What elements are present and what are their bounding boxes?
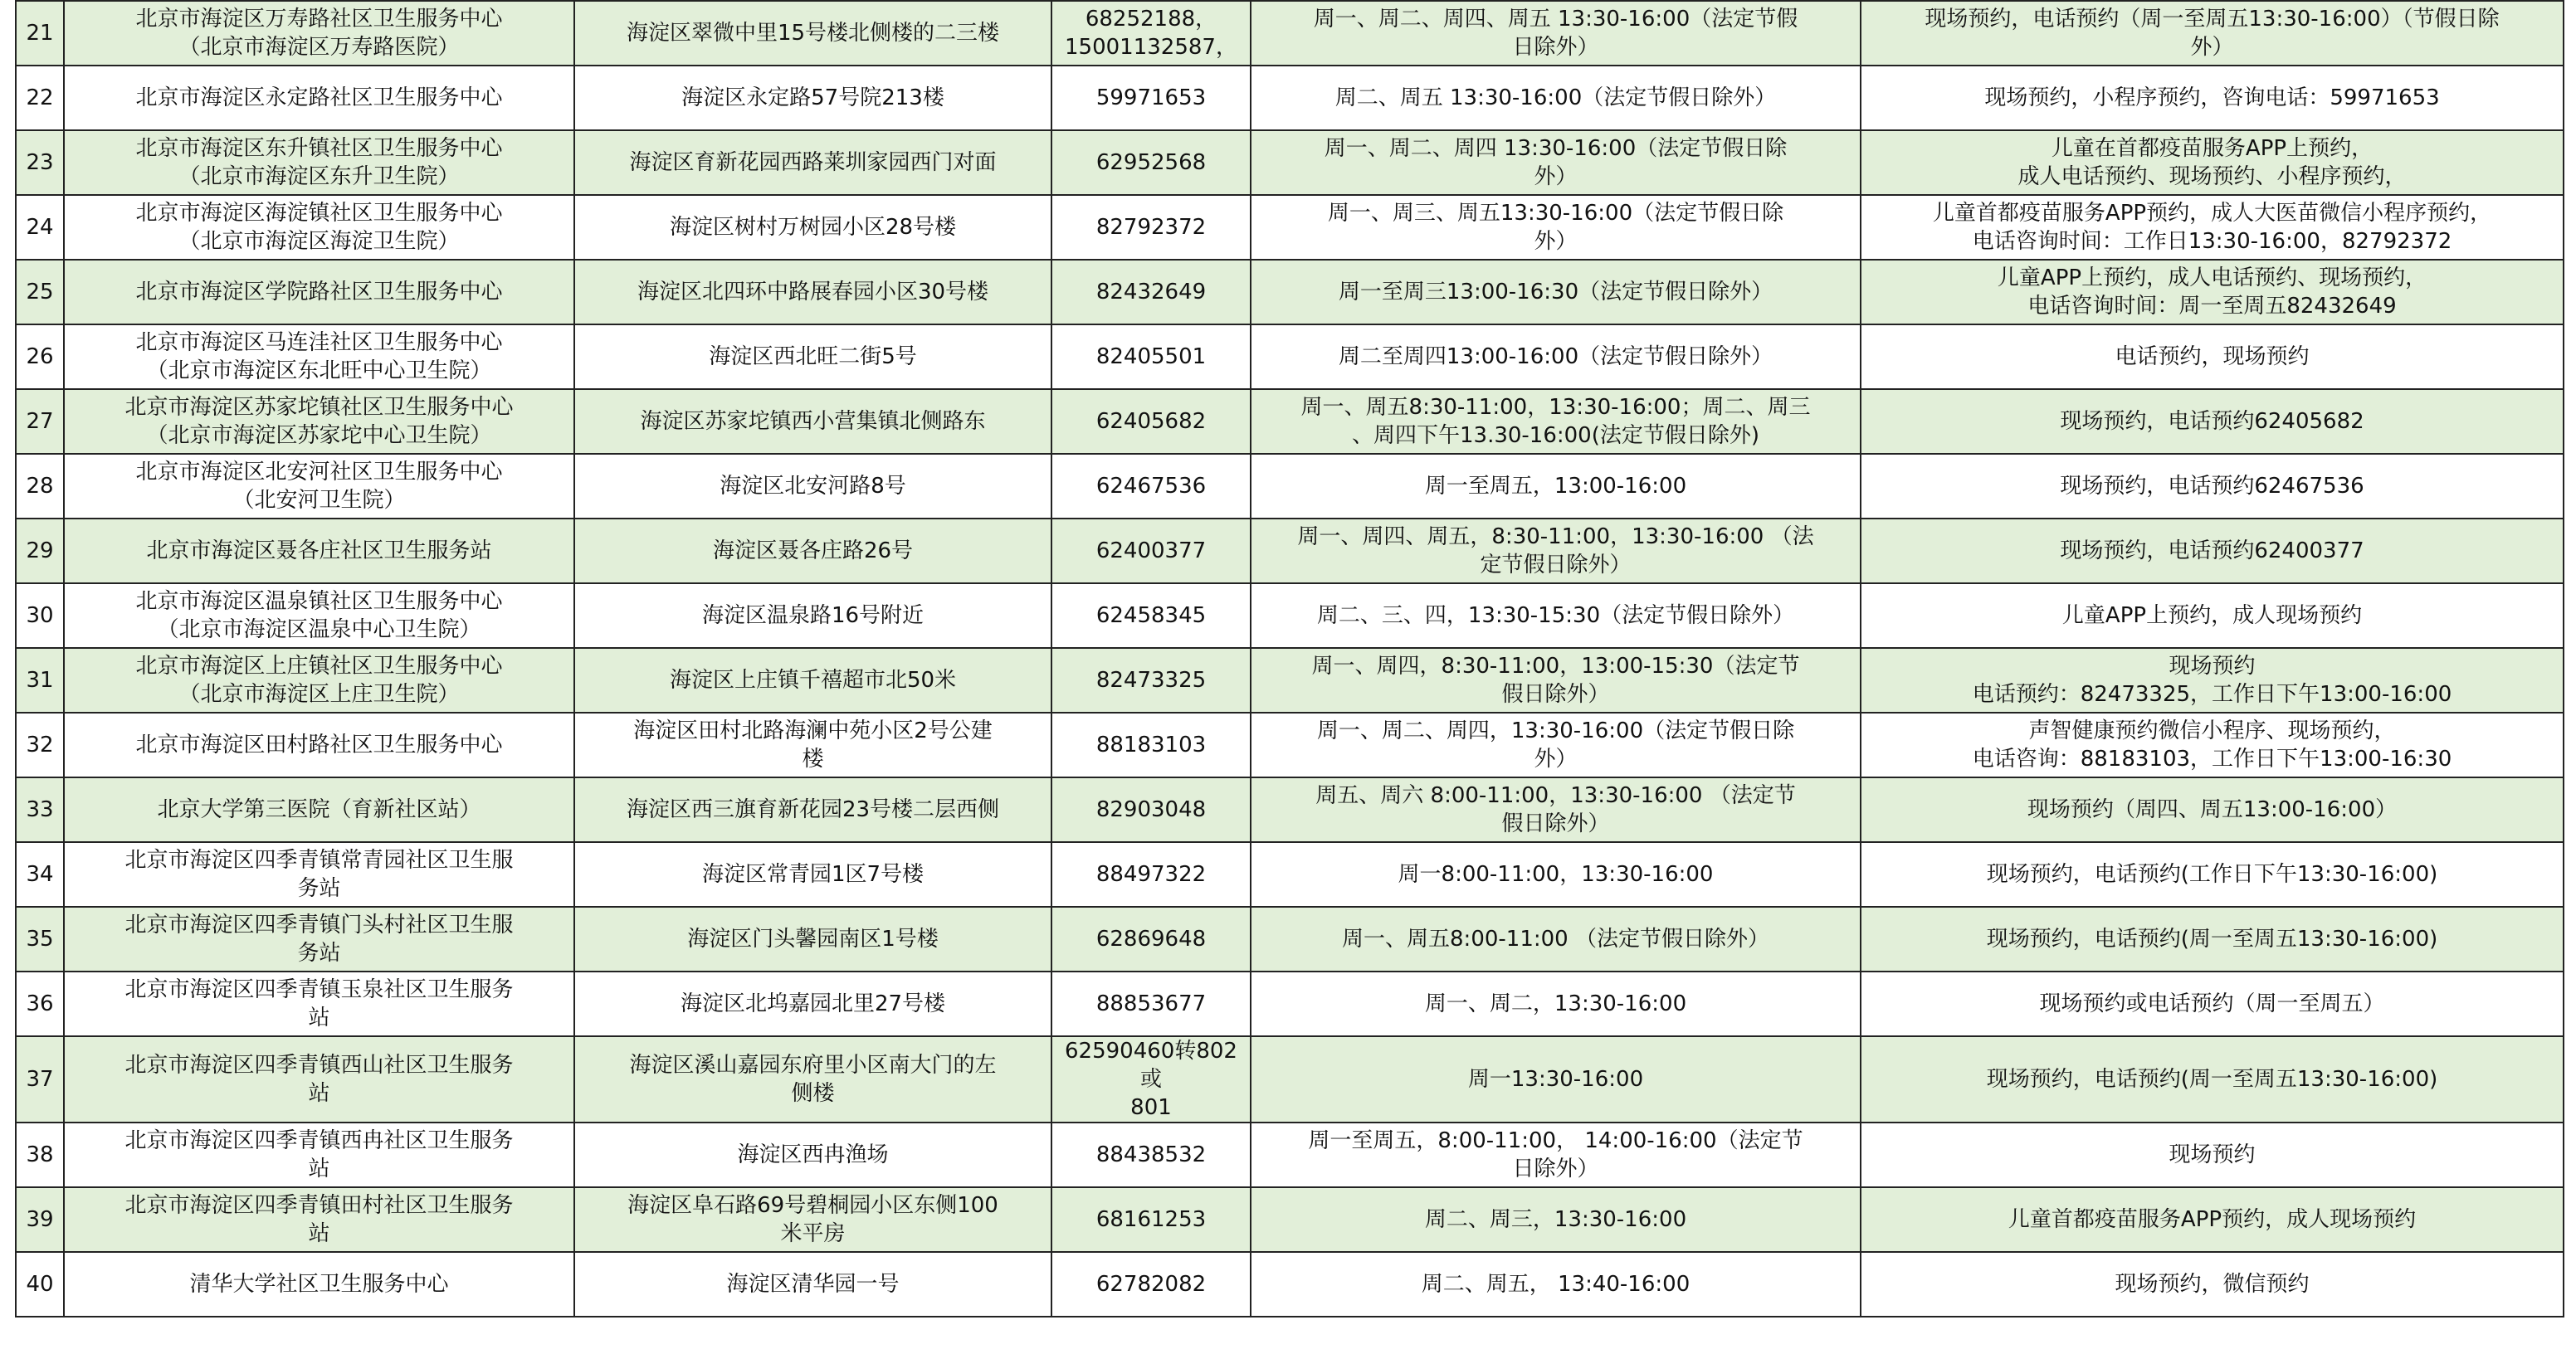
clinic-name-cell: 北京市海淀区四季青镇常青园社区卫生服 务站 [64,842,574,907]
hours-cell: 周一、周二、周四、周五 13:30-16:00（法定节假 日除外） [1251,1,1861,66]
phone-cell: 68252188， 15001132587， [1051,1,1251,66]
hours-cell: 周二、周五 13:30-16:00（法定节假日除外） [1251,66,1861,130]
table-row [16,1252,2564,1317]
phone-cell: 62467536 [1051,454,1251,519]
address-cell: 海淀区树村万树园小区28号楼 [574,195,1051,260]
address-cell: 海淀区翠微中里15号楼北侧楼的二三楼 [574,1,1051,66]
booking-method-cell: 声智健康预约微信小程序、现场预约， 电话咨询：88183103，工作日下午13:00-16:30 [1861,713,2564,777]
row-number-cell: 30 [16,583,64,648]
table-row [16,454,2564,519]
row-number-cell: 24 [16,195,64,260]
hours-cell: 周一、周二，13:30-16:00 [1251,972,1861,1036]
table-row [16,1123,2564,1187]
clinic-name-cell: 北京市海淀区四季青镇门头村社区卫生服 务站 [64,907,574,972]
address-cell: 海淀区上庄镇千禧超市北50米 [574,648,1051,713]
table-row [16,1036,2564,1123]
table-row [16,1187,2564,1252]
clinic-table-body [16,1,2564,1317]
phone-cell: 62590460转802或 801 [1051,1036,1251,1123]
hours-cell: 周一至周三13:00-16:30（法定节假日除外） [1251,260,1861,324]
phone-cell: 62869648 [1051,907,1251,972]
row-number-cell: 22 [16,66,64,130]
clinic-name-cell: 北京市海淀区马连洼社区卫生服务中心 （北京市海淀区东北旺中心卫生院） [64,324,574,389]
booking-method-cell: 电话预约，现场预约 [1861,324,2564,389]
address-cell: 海淀区聂各庄路26号 [574,519,1051,583]
hours-cell: 周一、周四、周五，8:30-11:00，13:30-16:00 （法 定节假日除外） [1251,519,1861,583]
booking-method-cell: 现场预约或电话预约（周一至周五） [1861,972,2564,1036]
table-row [16,713,2564,777]
hours-cell: 周一、周五8:00-11:00 （法定节假日除外） [1251,907,1861,972]
clinic-name-cell: 北京市海淀区聂各庄社区卫生服务站 [64,519,574,583]
row-number-cell: 37 [16,1036,64,1123]
row-number-cell: 32 [16,713,64,777]
table-row [16,648,2564,713]
booking-method-cell: 现场预约，微信预约 [1861,1252,2564,1317]
phone-cell: 82792372 [1051,195,1251,260]
hours-cell: 周二、周三，13:30-16:00 [1251,1187,1861,1252]
clinic-name-cell: 北京市海淀区四季青镇西冉社区卫生服务 站 [64,1123,574,1187]
phone-cell: 82903048 [1051,777,1251,842]
table-row [16,907,2564,972]
phone-cell: 88497322 [1051,842,1251,907]
row-number-cell: 28 [16,454,64,519]
phone-cell: 82473325 [1051,648,1251,713]
address-cell: 海淀区西冉渔场 [574,1123,1051,1187]
hours-cell: 周一、周二、周四 13:30-16:00（法定节假日除 外） [1251,130,1861,195]
booking-method-cell: 现场预约，电话预约（周一至周五13:30-16:00）（节假日除 外） [1861,1,2564,66]
address-cell: 海淀区苏家坨镇西小营集镇北侧路东 [574,389,1051,454]
booking-method-cell: 儿童APP上预约，成人现场预约 [1861,583,2564,648]
booking-method-cell: 现场预约，电话预约(周一至周五13:30-16:00) [1861,1036,2564,1123]
row-number-cell: 25 [16,260,64,324]
clinic-name-cell: 北京市海淀区东升镇社区卫生服务中心 （北京市海淀区东升卫生院） [64,130,574,195]
address-cell: 海淀区常青园1区7号楼 [574,842,1051,907]
table-row [16,260,2564,324]
table-row [16,1,2564,66]
address-cell: 海淀区温泉路16号附近 [574,583,1051,648]
row-number-cell: 23 [16,130,64,195]
booking-method-cell: 儿童首都疫苗服务APP预约，成人现场预约 [1861,1187,2564,1252]
address-cell: 海淀区永定路57号院213楼 [574,66,1051,130]
phone-cell: 62405682 [1051,389,1251,454]
booking-method-cell: 儿童APP上预约，成人电话预约、现场预约， 电话咨询时间：周一至周五82432649 [1861,260,2564,324]
table-row [16,324,2564,389]
hours-cell: 周一、周四，8:30-11:00，13:00-15:30（法定节 假日除外） [1251,648,1861,713]
booking-method-cell: 现场预约，电话预约62467536 [1861,454,2564,519]
hours-cell: 周一13:30-16:00 [1251,1036,1861,1123]
clinic-name-cell: 北京市海淀区学院路社区卫生服务中心 [64,260,574,324]
row-number-cell: 26 [16,324,64,389]
clinic-name-cell: 北京市海淀区苏家坨镇社区卫生服务中心 （北京市海淀区苏家坨中心卫生院） [64,389,574,454]
clinic-name-cell: 北京市海淀区永定路社区卫生服务中心 [64,66,574,130]
row-number-cell: 21 [16,1,64,66]
hours-cell: 周一、周三、周五13:30-16:00（法定节假日除 外） [1251,195,1861,260]
table-row [16,777,2564,842]
row-number-cell: 36 [16,972,64,1036]
address-cell: 海淀区北四环中路展春园小区30号楼 [574,260,1051,324]
booking-method-cell: 现场预约，电话预约62405682 [1861,389,2564,454]
address-cell: 海淀区田村北路海澜中苑小区2号公建 楼 [574,713,1051,777]
booking-method-cell: 现场预约，电话预约(工作日下午13:30-16:00) [1861,842,2564,907]
clinic-name-cell: 北京市海淀区四季青镇西山社区卫生服务 站 [64,1036,574,1123]
phone-cell: 59971653 [1051,66,1251,130]
clinic-name-cell: 北京大学第三医院（育新社区站） [64,777,574,842]
table-row [16,842,2564,907]
hours-cell: 周一、周二、周四，13:30-16:00（法定节假日除 外） [1251,713,1861,777]
address-cell: 海淀区清华园一号 [574,1252,1051,1317]
clinic-name-cell: 北京市海淀区四季青镇田村社区卫生服务 站 [64,1187,574,1252]
hours-cell: 周二、周五， 13:40-16:00 [1251,1252,1861,1317]
row-number-cell: 40 [16,1252,64,1317]
hours-cell: 周二至周四13:00-16:00（法定节假日除外） [1251,324,1861,389]
phone-cell: 68161253 [1051,1187,1251,1252]
address-cell: 海淀区西北旺二街5号 [574,324,1051,389]
phone-cell: 82405501 [1051,324,1251,389]
phone-cell: 62400377 [1051,519,1251,583]
booking-method-cell: 儿童在首都疫苗服务APP上预约， 成人电话预约、现场预约、小程序预约， [1861,130,2564,195]
clinic-name-cell: 北京市海淀区四季青镇玉泉社区卫生服务 站 [64,972,574,1036]
clinic-name-cell: 北京市海淀区海淀镇社区卫生服务中心 （北京市海淀区海淀卫生院） [64,195,574,260]
booking-method-cell: 现场预约，小程序预约，咨询电话：59971653 [1861,66,2564,130]
row-number-cell: 31 [16,648,64,713]
phone-cell: 62952568 [1051,130,1251,195]
phone-cell: 62458345 [1051,583,1251,648]
hours-cell: 周一、周五8:30-11:00，13:30-16:00；周二、周三 、周四下午13.30-16:00(法定节假日除外) [1251,389,1861,454]
booking-method-cell: 儿童首都疫苗服务APP预约，成人大医苗微信小程序预约， 电话咨询时间：工作日13:30-16:00，82792372 [1861,195,2564,260]
hours-cell: 周一8:00-11:00，13:30-16:00 [1251,842,1861,907]
booking-method-cell: 现场预约（周四、周五13:00-16:00） [1861,777,2564,842]
table-row [16,583,2564,648]
clinic-name-cell: 北京市海淀区田村路社区卫生服务中心 [64,713,574,777]
table-row [16,972,2564,1036]
table-row [16,195,2564,260]
hours-cell: 周一至周五，8:00-11:00， 14:00-16:00（法定节 日除外） [1251,1123,1861,1187]
row-number-cell: 39 [16,1187,64,1252]
row-number-cell: 29 [16,519,64,583]
clinic-name-cell: 北京市海淀区温泉镇社区卫生服务中心 （北京市海淀区温泉中心卫生院） [64,583,574,648]
address-cell: 海淀区育新花园西路莱圳家园西门对面 [574,130,1051,195]
booking-method-cell: 现场预约，电话预约(周一至周五13:30-16:00) [1861,907,2564,972]
address-cell: 海淀区北安河路8号 [574,454,1051,519]
phone-cell: 88183103 [1051,713,1251,777]
address-cell: 海淀区阜石路69号碧桐园小区东侧100 米平房 [574,1187,1051,1252]
row-number-cell: 27 [16,389,64,454]
phone-cell: 88438532 [1051,1123,1251,1187]
row-number-cell: 34 [16,842,64,907]
table-row [16,389,2564,454]
row-number-cell: 33 [16,777,64,842]
clinic-name-cell: 清华大学社区卫生服务中心 [64,1252,574,1317]
table-row [16,130,2564,195]
table-row [16,66,2564,130]
clinic-name-cell: 北京市海淀区北安河社区卫生服务中心 （北安河卫生院） [64,454,574,519]
address-cell: 海淀区西三旗育新花园23号楼二层西侧 [574,777,1051,842]
address-cell: 海淀区北坞嘉园北里27号楼 [574,972,1051,1036]
booking-method-cell: 现场预约 [1861,1123,2564,1187]
clinic-name-cell: 北京市海淀区万寿路社区卫生服务中心 （北京市海淀区万寿路医院） [64,1,574,66]
address-cell: 海淀区门头馨园南区1号楼 [574,907,1051,972]
clinic-table [15,0,2564,1317]
booking-method-cell: 现场预约，电话预约62400377 [1861,519,2564,583]
phone-cell: 62782082 [1051,1252,1251,1317]
hours-cell: 周一至周五，13:00-16:00 [1251,454,1861,519]
row-number-cell: 35 [16,907,64,972]
row-number-cell: 38 [16,1123,64,1187]
phone-cell: 82432649 [1051,260,1251,324]
clinic-name-cell: 北京市海淀区上庄镇社区卫生服务中心 （北京市海淀区上庄卫生院） [64,648,574,713]
phone-cell: 88853677 [1051,972,1251,1036]
booking-method-cell: 现场预约 电话预约：82473325，工作日下午13:00-16:00 [1861,648,2564,713]
hours-cell: 周五、周六 8:00-11:00，13:30-16:00 （法定节 假日除外） [1251,777,1861,842]
table-row [16,519,2564,583]
hours-cell: 周二、三、四，13:30-15:30（法定节假日除外） [1251,583,1861,648]
address-cell: 海淀区溪山嘉园东府里小区南大门的左 侧楼 [574,1036,1051,1123]
